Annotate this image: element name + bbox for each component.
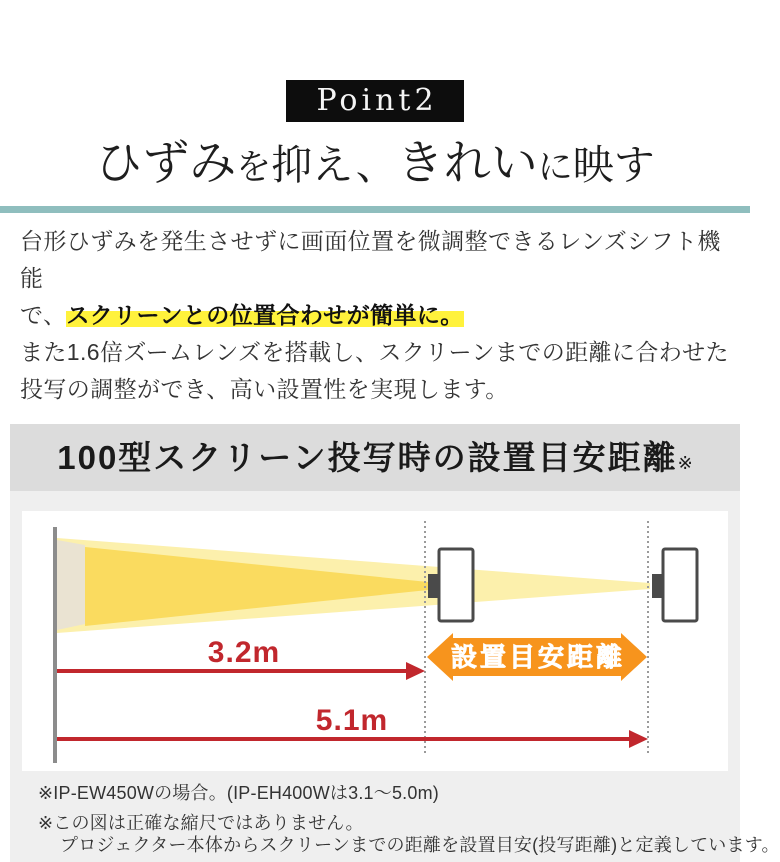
- teal-divider: [0, 206, 750, 213]
- intro-highlight: スクリーンとの位置合わせが簡単に。: [66, 302, 464, 328]
- distance-label-short: 3.2m: [207, 636, 281, 669]
- footnote-definition: プロジェクター本体からスクリーンまでの距離を設置目安(投写距離)と定義しています。: [60, 835, 780, 855]
- point-badge-row: [0, 0, 750, 122]
- guide-title: [10, 424, 740, 491]
- intro-paragraph: [20, 223, 730, 408]
- screen-line: [53, 527, 57, 763]
- projector-icon-far: [652, 549, 697, 621]
- arrowhead-long: [629, 730, 648, 748]
- heading-segment: 映す: [572, 141, 655, 189]
- heading-segment: に: [537, 148, 573, 188]
- footnote-model: ※IP-EW450Wの場合。(IP-EH400Wは3.1〜5.0m): [38, 783, 439, 803]
- section-heading: [0, 134, 750, 198]
- intro-line4: 投写の調整ができ、高い設置性を実現します。: [20, 376, 509, 402]
- distance-guide-panel: [10, 424, 780, 862]
- intro-line1: 台形ひずみを発生させずに画面位置を微調整できるレンズシフト機能: [20, 228, 721, 291]
- intro-line3: また1.6倍ズームレンズを搭載し、スクリーンまでの距離に合わせた: [20, 339, 729, 365]
- heading-segment: 抑え、: [271, 141, 397, 189]
- projector-body-far: [663, 549, 697, 621]
- intro-line2-prefix: で、: [20, 302, 67, 328]
- distance-arrow-long: [57, 704, 648, 748]
- projector-body-near: [439, 549, 473, 621]
- heading-segment: を: [236, 148, 272, 188]
- heading-segment: ひずみ: [95, 136, 237, 191]
- guide-title-note-mark: ※: [677, 453, 693, 473]
- projection-diagram: [22, 511, 728, 771]
- distance-label-long: 5.1m: [315, 704, 389, 737]
- footnotes: [38, 782, 780, 856]
- point-badge: Point2: [286, 80, 463, 122]
- arrowhead-short: [406, 662, 425, 680]
- range-badge: [427, 633, 647, 681]
- distance-arrow-short: [57, 636, 425, 680]
- screen-glow: [57, 540, 85, 630]
- footnote-scale: ※この図は正確な縮尺ではありません。: [38, 813, 364, 833]
- range-badge-label: 設置目安距離: [450, 642, 626, 672]
- projection-diagram-svg: [22, 511, 728, 771]
- heading-segment: きれい: [396, 136, 538, 191]
- projector-icon-near: [428, 549, 473, 621]
- guide-title-text: 100型スクリーン投写時の設置目安距離: [57, 439, 678, 476]
